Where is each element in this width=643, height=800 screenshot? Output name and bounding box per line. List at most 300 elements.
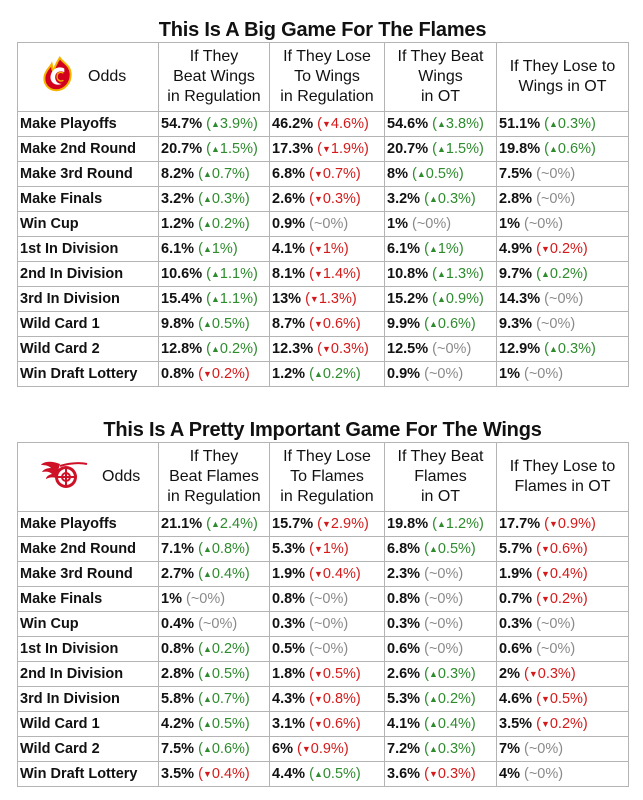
odds-value: 9.7% — [499, 266, 533, 282]
delta-value: 0.3% — [437, 766, 471, 782]
down-triangle-icon: ▼ — [202, 769, 212, 779]
delta-value: ~0% — [528, 766, 559, 782]
odds-cell — [497, 262, 629, 287]
table-row — [18, 212, 629, 237]
odds-delta: (~0%) — [432, 341, 472, 357]
delta-value: 0.3% — [211, 191, 245, 207]
odds-delta: (▼0.3%) — [524, 666, 576, 682]
flames-logo-icon — [40, 56, 76, 98]
delta-value: ~0% — [540, 641, 571, 657]
table-row — [18, 162, 629, 187]
odds-delta: (~0%) — [524, 216, 564, 232]
odds-value: 2.3% — [387, 566, 421, 582]
odds-value: 0.8% — [387, 591, 421, 607]
odds-value: 12.9% — [499, 341, 541, 357]
delta-value: 0.6% — [322, 716, 356, 732]
odds-cell — [497, 737, 629, 762]
table-row — [18, 287, 629, 312]
odds-value: 1% — [387, 216, 408, 232]
table-row — [18, 612, 629, 637]
up-triangle-icon: ▲ — [211, 144, 220, 154]
odds-delta: (▼0.2%) — [536, 241, 588, 257]
delta-value: 1.5% — [445, 141, 479, 157]
odds-value: 0.3% — [272, 616, 306, 632]
delta-value: 0.2% — [219, 341, 253, 357]
table-row — [18, 237, 629, 262]
up-triangle-icon: ▲ — [428, 744, 438, 754]
flames-col-header: If They Lose to Wings in OT — [497, 43, 629, 112]
table-row — [18, 712, 629, 737]
odds-delta: (▼0.6%) — [536, 541, 588, 557]
odds-value: 0.6% — [387, 641, 421, 657]
delta-value: 0.9% — [310, 741, 344, 757]
row-label: Wild Card 2 — [18, 737, 159, 762]
odds-delta: (~0%) — [536, 316, 576, 332]
odds-cell — [385, 362, 497, 387]
up-triangle-icon: ▲ — [549, 144, 558, 154]
odds-delta: (~0%) — [424, 566, 464, 582]
odds-value: 15.4% — [161, 291, 203, 307]
delta-value: ~0% — [190, 591, 221, 607]
odds-delta: (▲0.5%) — [412, 166, 464, 182]
row-label: 3rd In Division — [18, 687, 159, 712]
table-row — [18, 312, 629, 337]
odds-cell — [159, 187, 270, 212]
delta-value: 0.2% — [211, 216, 245, 232]
odds-cell — [497, 237, 629, 262]
odds-value: 3.1% — [272, 716, 306, 732]
up-triangle-icon: ▲ — [202, 244, 212, 254]
table-row — [18, 587, 629, 612]
odds-delta: (▲1.5%) — [206, 141, 258, 157]
odds-value: 21.1% — [161, 516, 203, 532]
odds-delta: (▲0.2%) — [536, 266, 588, 282]
flames-odds-label: Odds — [88, 68, 127, 85]
odds-cell — [497, 287, 629, 312]
odds-value: 4.1% — [272, 241, 306, 257]
row-label: 1st In Division — [18, 237, 159, 262]
odds-cell — [497, 337, 629, 362]
delta-value: 0.2% — [437, 691, 471, 707]
odds-delta: (▲0.2%) — [198, 216, 250, 232]
up-triangle-icon: ▲ — [437, 269, 446, 279]
odds-cell — [159, 162, 270, 187]
odds-delta: (▲0.7%) — [198, 166, 250, 182]
table-row — [18, 137, 629, 162]
odds-delta: (▲1.1%) — [206, 291, 258, 307]
odds-value: 8.2% — [161, 166, 195, 182]
row-label: 2nd In Division — [18, 262, 159, 287]
odds-value: 6.1% — [161, 241, 195, 257]
odds-delta: (▲0.6%) — [544, 141, 596, 157]
up-triangle-icon: ▲ — [428, 244, 438, 254]
odds-delta: (~0%) — [524, 741, 564, 757]
odds-cell — [270, 537, 385, 562]
down-triangle-icon: ▼ — [313, 544, 323, 554]
up-triangle-icon: ▲ — [416, 169, 426, 179]
row-label: Make Playoffs — [18, 512, 159, 537]
delta-value: 0.7% — [322, 166, 356, 182]
delta-value: 0.3% — [437, 741, 471, 757]
table-row — [18, 112, 629, 137]
odds-delta: (▲0.4%) — [424, 716, 476, 732]
delta-value: 0.3% — [330, 341, 364, 357]
row-label: Make Playoffs — [18, 112, 159, 137]
odds-delta: (▲0.5%) — [198, 666, 250, 682]
up-triangle-icon: ▲ — [202, 544, 212, 554]
delta-value: 2.4% — [219, 516, 253, 532]
row-label: Wild Card 1 — [18, 712, 159, 737]
delta-value: 0.9% — [445, 291, 479, 307]
odds-value: 1.8% — [272, 666, 306, 682]
odds-value: 12.5% — [387, 341, 429, 357]
odds-value: 4% — [499, 766, 520, 782]
odds-cell — [270, 712, 385, 737]
up-triangle-icon: ▲ — [428, 719, 438, 729]
odds-cell — [159, 662, 270, 687]
delta-value: 0.2% — [549, 266, 583, 282]
odds-cell — [497, 537, 629, 562]
odds-delta: (~0%) — [309, 616, 349, 632]
odds-delta: (▼0.3%) — [309, 191, 361, 207]
odds-delta: (▼2.9%) — [317, 516, 369, 532]
odds-value: 15.2% — [387, 291, 429, 307]
red-wings-logo-icon — [40, 456, 90, 498]
odds-value: 19.8% — [387, 516, 429, 532]
up-triangle-icon: ▲ — [202, 569, 212, 579]
up-triangle-icon: ▲ — [211, 294, 220, 304]
odds-value: 5.3% — [387, 691, 421, 707]
odds-cell — [270, 737, 385, 762]
up-triangle-icon: ▲ — [202, 669, 212, 679]
odds-value: 2.6% — [387, 666, 421, 682]
delta-value: 3.8% — [445, 116, 479, 132]
odds-value: 12.3% — [272, 341, 314, 357]
down-triangle-icon: ▼ — [313, 694, 323, 704]
odds-value: 7.1% — [161, 541, 195, 557]
odds-cell — [385, 637, 497, 662]
odds-delta: (▲0.3%) — [424, 666, 476, 682]
odds-cell — [497, 312, 629, 337]
odds-cell — [159, 362, 270, 387]
delta-value: 0.6% — [557, 141, 591, 157]
odds-cell — [270, 587, 385, 612]
odds-value: 5.8% — [161, 691, 195, 707]
odds-delta: (▲0.5%) — [198, 716, 250, 732]
odds-cell — [270, 562, 385, 587]
delta-value: ~0% — [428, 366, 459, 382]
odds-cell — [385, 287, 497, 312]
odds-delta: (▼0.3%) — [424, 766, 476, 782]
odds-delta: (▲1.5%) — [432, 141, 484, 157]
odds-cell — [270, 287, 385, 312]
down-triangle-icon: ▼ — [549, 519, 558, 529]
odds-delta: (~0%) — [536, 166, 576, 182]
odds-cell — [159, 512, 270, 537]
delta-value: 0.8% — [322, 691, 356, 707]
odds-value: 6.8% — [272, 166, 306, 182]
row-label: 3rd In Division — [18, 287, 159, 312]
odds-cell — [159, 562, 270, 587]
delta-value: 0.5% — [322, 666, 356, 682]
delta-value: 0.5% — [549, 691, 583, 707]
down-triangle-icon: ▼ — [202, 369, 212, 379]
odds-delta: (▼0.2%) — [198, 366, 250, 382]
wings-header-row — [18, 443, 629, 512]
odds-value: 9.3% — [499, 316, 533, 332]
odds-value: 8.1% — [272, 266, 306, 282]
odds-value: 15.7% — [272, 516, 314, 532]
delta-value: 0.2% — [549, 241, 583, 257]
odds-delta: (▲1.3%) — [432, 266, 484, 282]
delta-value: 0.6% — [211, 741, 245, 757]
delta-value: ~0% — [313, 591, 344, 607]
odds-cell — [385, 537, 497, 562]
odds-cell — [385, 512, 497, 537]
odds-cell — [270, 112, 385, 137]
up-triangle-icon: ▲ — [428, 194, 438, 204]
odds-cell — [270, 362, 385, 387]
down-triangle-icon: ▼ — [540, 569, 550, 579]
odds-cell — [497, 587, 629, 612]
odds-value: 19.8% — [499, 141, 541, 157]
flames-section-title: This Is A Big Game For The Flames — [158, 19, 487, 41]
odds-delta: (▲1.1%) — [206, 266, 258, 282]
delta-value: ~0% — [428, 641, 459, 657]
odds-delta: (~0%) — [309, 641, 349, 657]
delta-value: 1.9% — [330, 141, 364, 157]
odds-cell — [159, 587, 270, 612]
delta-value: 1.5% — [219, 141, 253, 157]
odds-cell — [159, 712, 270, 737]
odds-delta: (▼0.5%) — [536, 691, 588, 707]
odds-delta: (▲0.6%) — [424, 316, 476, 332]
odds-value: 0.8% — [161, 641, 195, 657]
odds-value: 0.5% — [272, 641, 306, 657]
odds-cell — [159, 137, 270, 162]
delta-value: 0.9% — [557, 516, 591, 532]
table-row — [18, 687, 629, 712]
odds-cell — [270, 512, 385, 537]
flames-col-header: If They Lose To Wings in Regulation — [270, 43, 385, 112]
odds-value: 7% — [499, 741, 520, 757]
odds-delta: (▲0.2%) — [198, 641, 250, 657]
up-triangle-icon: ▲ — [202, 744, 212, 754]
down-triangle-icon: ▼ — [313, 244, 323, 254]
wings-section-title: This Is A Pretty Important Game For The Wings — [103, 419, 542, 441]
table-row — [18, 262, 629, 287]
odds-cell — [385, 187, 497, 212]
odds-delta: (▲1%) — [198, 241, 238, 257]
odds-delta: (▲0.3%) — [544, 341, 596, 357]
odds-delta: (~0%) — [524, 766, 564, 782]
up-triangle-icon: ▲ — [211, 344, 220, 354]
down-triangle-icon: ▼ — [540, 694, 550, 704]
delta-value: ~0% — [202, 616, 233, 632]
wings-odds-label: Odds — [102, 468, 141, 485]
delta-value: 0.4% — [549, 566, 583, 582]
odds-delta: (~0%) — [536, 616, 576, 632]
odds-delta: (▼1.9%) — [317, 141, 369, 157]
up-triangle-icon: ▲ — [313, 769, 323, 779]
wings-section — [17, 418, 628, 787]
odds-value: 7.2% — [387, 741, 421, 757]
odds-delta: (~0%) — [309, 591, 349, 607]
odds-value: 4.9% — [499, 241, 533, 257]
down-triangle-icon: ▼ — [313, 719, 323, 729]
odds-value: 7.5% — [161, 741, 195, 757]
wings-odds-table — [17, 442, 629, 787]
odds-delta: (▼0.3%) — [317, 341, 369, 357]
row-label: Make Finals — [18, 187, 159, 212]
up-triangle-icon: ▲ — [437, 519, 446, 529]
odds-value: 4.4% — [272, 766, 306, 782]
down-triangle-icon: ▼ — [313, 169, 323, 179]
odds-value: 2.8% — [161, 666, 195, 682]
odds-cell — [270, 637, 385, 662]
odds-delta: (▲0.3%) — [198, 191, 250, 207]
up-triangle-icon: ▲ — [540, 269, 550, 279]
odds-cell — [385, 212, 497, 237]
up-triangle-icon: ▲ — [202, 169, 212, 179]
odds-cell — [159, 312, 270, 337]
odds-cell — [497, 637, 629, 662]
odds-delta: (▲0.2%) — [424, 691, 476, 707]
delta-value: ~0% — [528, 741, 559, 757]
delta-value: ~0% — [428, 616, 459, 632]
odds-cell — [270, 262, 385, 287]
odds-value: 6.8% — [387, 541, 421, 557]
flames-header-row — [18, 43, 629, 112]
odds-delta: (▲0.5%) — [198, 316, 250, 332]
odds-cell — [385, 262, 497, 287]
odds-cell — [497, 712, 629, 737]
delta-value: 1% — [437, 241, 459, 257]
odds-value: 3.2% — [387, 191, 421, 207]
delta-value: 0.3% — [557, 116, 591, 132]
odds-cell — [270, 237, 385, 262]
down-triangle-icon: ▼ — [428, 769, 438, 779]
odds-value: 54.7% — [161, 116, 203, 132]
odds-cell — [270, 212, 385, 237]
odds-value: 1% — [161, 591, 182, 607]
odds-cell — [497, 662, 629, 687]
flames-col-header: If They Beat Wings in Regulation — [159, 43, 270, 112]
up-triangle-icon: ▲ — [437, 119, 446, 129]
odds-delta: (▼0.2%) — [536, 591, 588, 607]
odds-cell — [497, 612, 629, 637]
odds-value: 3.5% — [499, 716, 533, 732]
odds-delta: (~0%) — [412, 216, 452, 232]
odds-value: 4.6% — [499, 691, 533, 707]
table-row — [18, 737, 629, 762]
odds-cell — [270, 162, 385, 187]
odds-value: 13% — [272, 291, 302, 307]
delta-value: ~0% — [313, 641, 344, 657]
table-row — [18, 762, 629, 787]
odds-delta: (▼1%) — [309, 541, 349, 557]
wings-col-header: If They Lose To Flames in Regulation — [270, 443, 385, 512]
up-triangle-icon: ▲ — [211, 119, 220, 129]
odds-cell — [497, 162, 629, 187]
delta-value: 0.5% — [211, 666, 245, 682]
odds-cell — [270, 137, 385, 162]
odds-delta: (▲0.5%) — [309, 766, 361, 782]
odds-value: 1.2% — [161, 216, 195, 232]
odds-cell — [497, 512, 629, 537]
delta-value: 0.3% — [437, 191, 471, 207]
delta-value: 4.6% — [330, 116, 364, 132]
odds-delta: (▼0.6%) — [309, 316, 361, 332]
delta-value: ~0% — [313, 216, 344, 232]
delta-value: 0.5% — [322, 766, 356, 782]
delta-value: 0.2% — [549, 716, 583, 732]
down-triangle-icon: ▼ — [322, 519, 331, 529]
odds-cell — [159, 237, 270, 262]
odds-cell — [385, 662, 497, 687]
down-triangle-icon: ▼ — [322, 119, 331, 129]
odds-delta: (▲1%) — [424, 241, 464, 257]
odds-value: 0.8% — [161, 366, 195, 382]
row-label: Make 2nd Round — [18, 537, 159, 562]
odds-cell — [385, 712, 497, 737]
up-triangle-icon: ▲ — [202, 219, 212, 229]
odds-cell — [270, 687, 385, 712]
odds-delta: (▼0.4%) — [198, 766, 250, 782]
delta-value: 0.7% — [211, 691, 245, 707]
up-triangle-icon: ▲ — [211, 269, 220, 279]
delta-value: 0.5% — [211, 716, 245, 732]
delta-value: 2.9% — [330, 516, 364, 532]
down-triangle-icon: ▼ — [313, 319, 323, 329]
odds-value: 5.3% — [272, 541, 306, 557]
odds-value: 46.2% — [272, 116, 314, 132]
delta-value: 0.6% — [322, 316, 356, 332]
odds-delta: (~0%) — [424, 591, 464, 607]
up-triangle-icon: ▲ — [428, 669, 438, 679]
delta-value: 0.3% — [557, 341, 591, 357]
odds-cell — [159, 287, 270, 312]
odds-value: 0.7% — [499, 591, 533, 607]
down-triangle-icon: ▼ — [540, 244, 550, 254]
delta-value: ~0% — [549, 291, 579, 307]
down-triangle-icon: ▼ — [309, 294, 319, 304]
wings-col-header: If They Beat Flames in OT — [385, 443, 497, 512]
odds-delta: (▼0.2%) — [536, 716, 588, 732]
odds-cell — [270, 662, 385, 687]
delta-value: 0.2% — [549, 591, 583, 607]
odds-delta: (▼0.7%) — [309, 166, 361, 182]
odds-value: 0.8% — [272, 591, 306, 607]
odds-delta: (▲0.6%) — [198, 741, 250, 757]
odds-delta: (▼4.6%) — [317, 116, 369, 132]
flames-section — [17, 18, 628, 387]
odds-delta: (▼0.9%) — [297, 741, 349, 757]
odds-value: 7.5% — [499, 166, 533, 182]
odds-value: 51.1% — [499, 116, 541, 132]
table-row — [18, 362, 629, 387]
table-row — [18, 337, 629, 362]
row-label: 1st In Division — [18, 637, 159, 662]
delta-value: 0.2% — [322, 366, 356, 382]
delta-value: ~0% — [540, 166, 571, 182]
up-triangle-icon: ▲ — [437, 144, 446, 154]
odds-value: 0.9% — [387, 366, 421, 382]
odds-delta: (▲0.9%) — [432, 291, 484, 307]
odds-cell — [159, 537, 270, 562]
odds-delta: (~0%) — [536, 641, 576, 657]
odds-delta: (▼0.4%) — [309, 566, 361, 582]
